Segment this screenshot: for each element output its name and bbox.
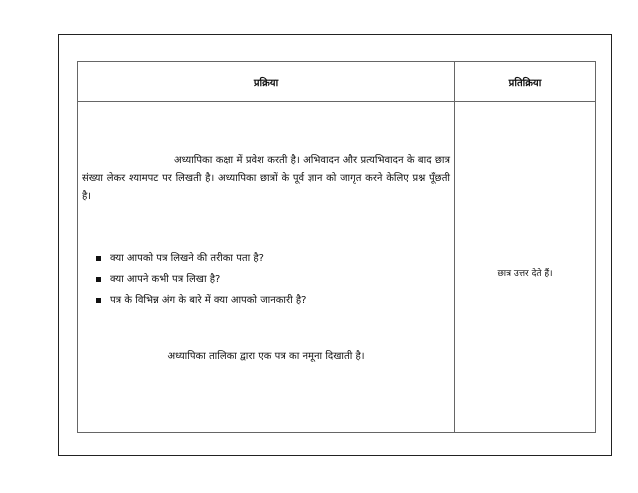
question-text: पत्र के विभिन्न अंग के बारे में क्या आपको जानकारी है?	[110, 295, 307, 306]
header-process: प्रक्रिया	[253, 77, 279, 89]
bullet-icon	[96, 256, 101, 261]
student-response: छात्र उत्तर देते हैं।	[497, 269, 553, 279]
process-paragraph: अध्यापिका कक्षा में प्रवेश करती है। अभिवादन और प्रत्यभिवादन के बाद छात्र संख्या लेकर श्यामपट पर लिखती है। अध्यापिका छात्रों के पूर्व ज्ञान को जागृत करने केलिए प्रश्न पूँछती है।	[82, 155, 450, 202]
column-divider	[454, 61, 455, 433]
question-list	[96, 250, 446, 313]
list-item	[96, 250, 446, 271]
closing-sentence: अध्यापिका तालिका द्वारा एक पत्र का नमूना दिखाती है।	[167, 351, 365, 362]
question-text: क्या आपने कभी पत्र लिखा है?	[110, 274, 221, 285]
header-divider	[77, 101, 596, 102]
bullet-icon	[96, 298, 101, 303]
bullet-icon	[96, 277, 101, 282]
header-response: प्रतिक्रिया	[508, 77, 542, 89]
question-text: क्या आपको पत्र लिखने की तरीका पता है?	[110, 253, 264, 264]
list-item	[96, 292, 446, 313]
lesson-table	[77, 61, 596, 433]
list-item	[96, 271, 446, 292]
